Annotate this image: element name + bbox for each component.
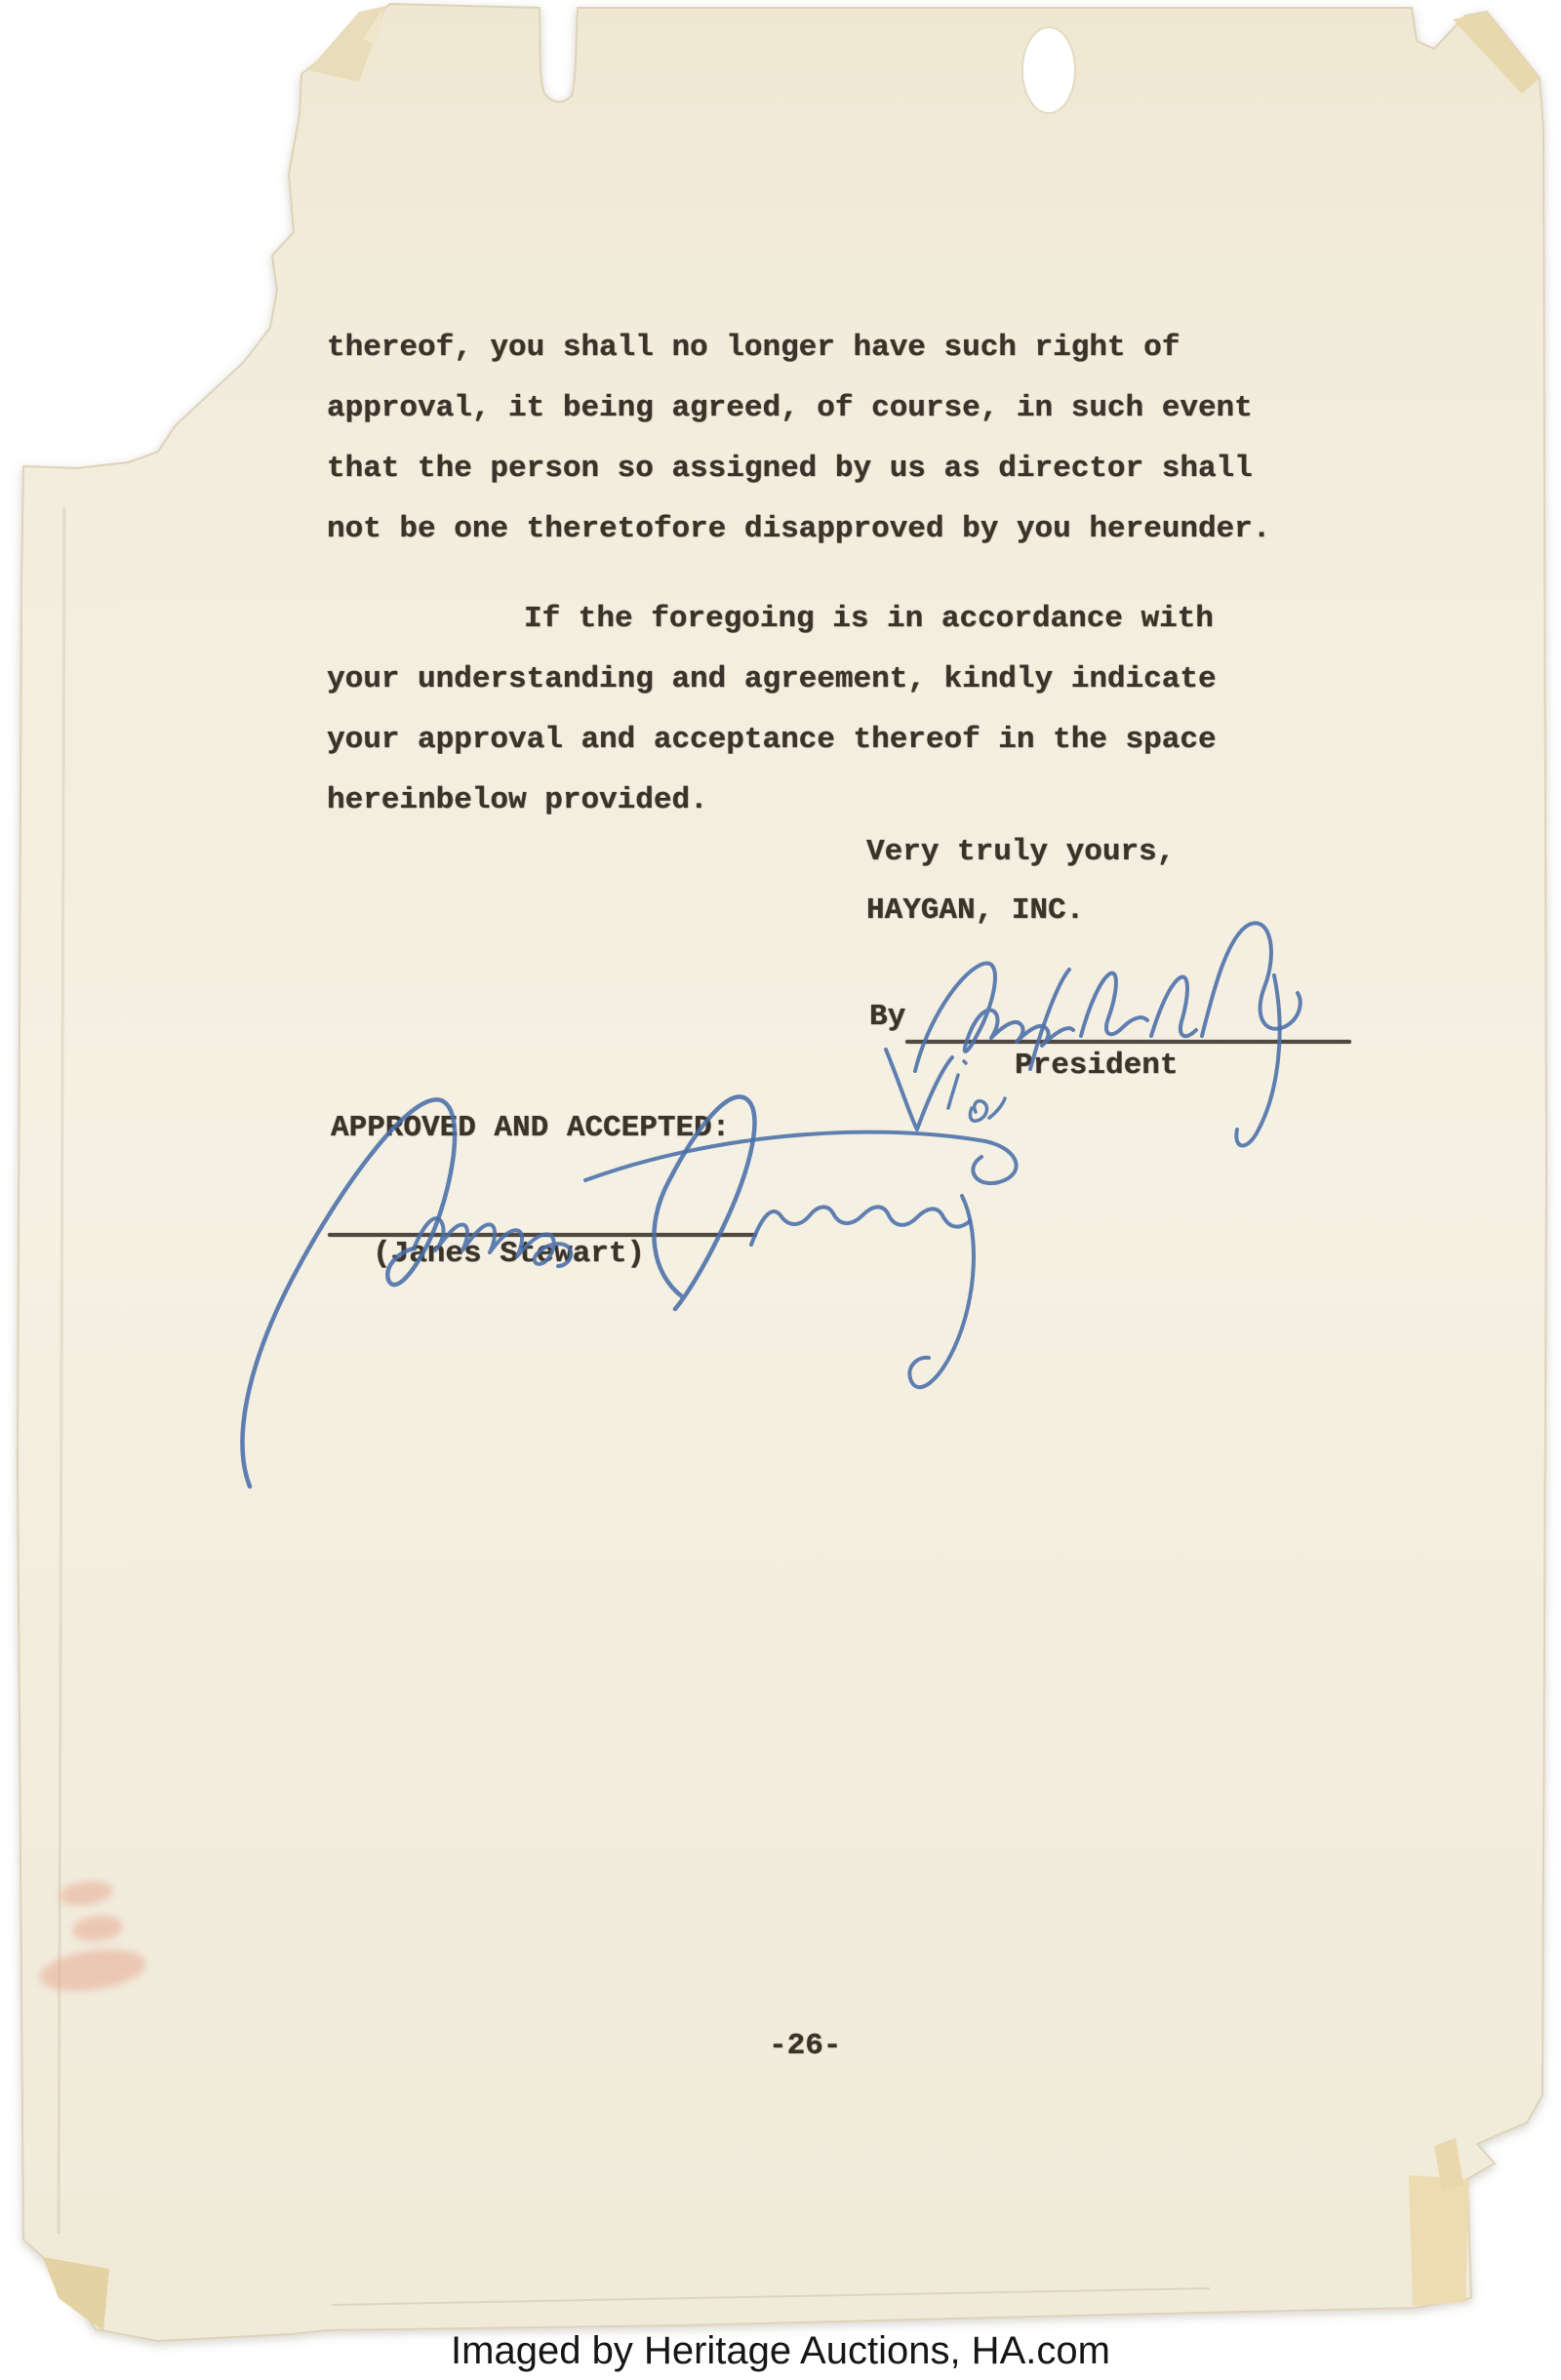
approved-heading: APPROVED AND ACCEPTED: (331, 1111, 731, 1145)
president-title: President (1015, 1049, 1179, 1083)
valediction: Very truly yours, (866, 835, 1176, 869)
typed-name: (Janes Stewart) (373, 1237, 646, 1271)
by-signature-line (905, 1040, 1351, 1044)
company-name: HAYGAN, INC. (866, 893, 1085, 928)
typed-line: approval, it being agreed, of course, in such event (327, 391, 1253, 425)
page-number: -26- (769, 2029, 842, 2063)
fold-bottom-left (43, 2257, 109, 2331)
typed-line: not be one theretofore disapproved by you hereunder. (327, 512, 1271, 546)
typed-line: thereof, you shall no longer have such right of (327, 331, 1181, 365)
footer-caption: Imaged by Heritage Auctions, HA.com (451, 2329, 1110, 2372)
typed-line: If the foregoing is in accordance with (524, 602, 1214, 636)
punch-hole (1022, 27, 1075, 113)
typed-line: that the person so assigned by us as director shall (327, 452, 1253, 486)
typed-line: your approval and acceptance thereof in the space (327, 723, 1217, 757)
typed-line: your understanding and agreement, kindly indicate (327, 662, 1217, 696)
typed-line: hereinbelow provided. (327, 783, 708, 817)
by-label: By (869, 1000, 906, 1034)
tape-bottom-right (1409, 2175, 1469, 2306)
